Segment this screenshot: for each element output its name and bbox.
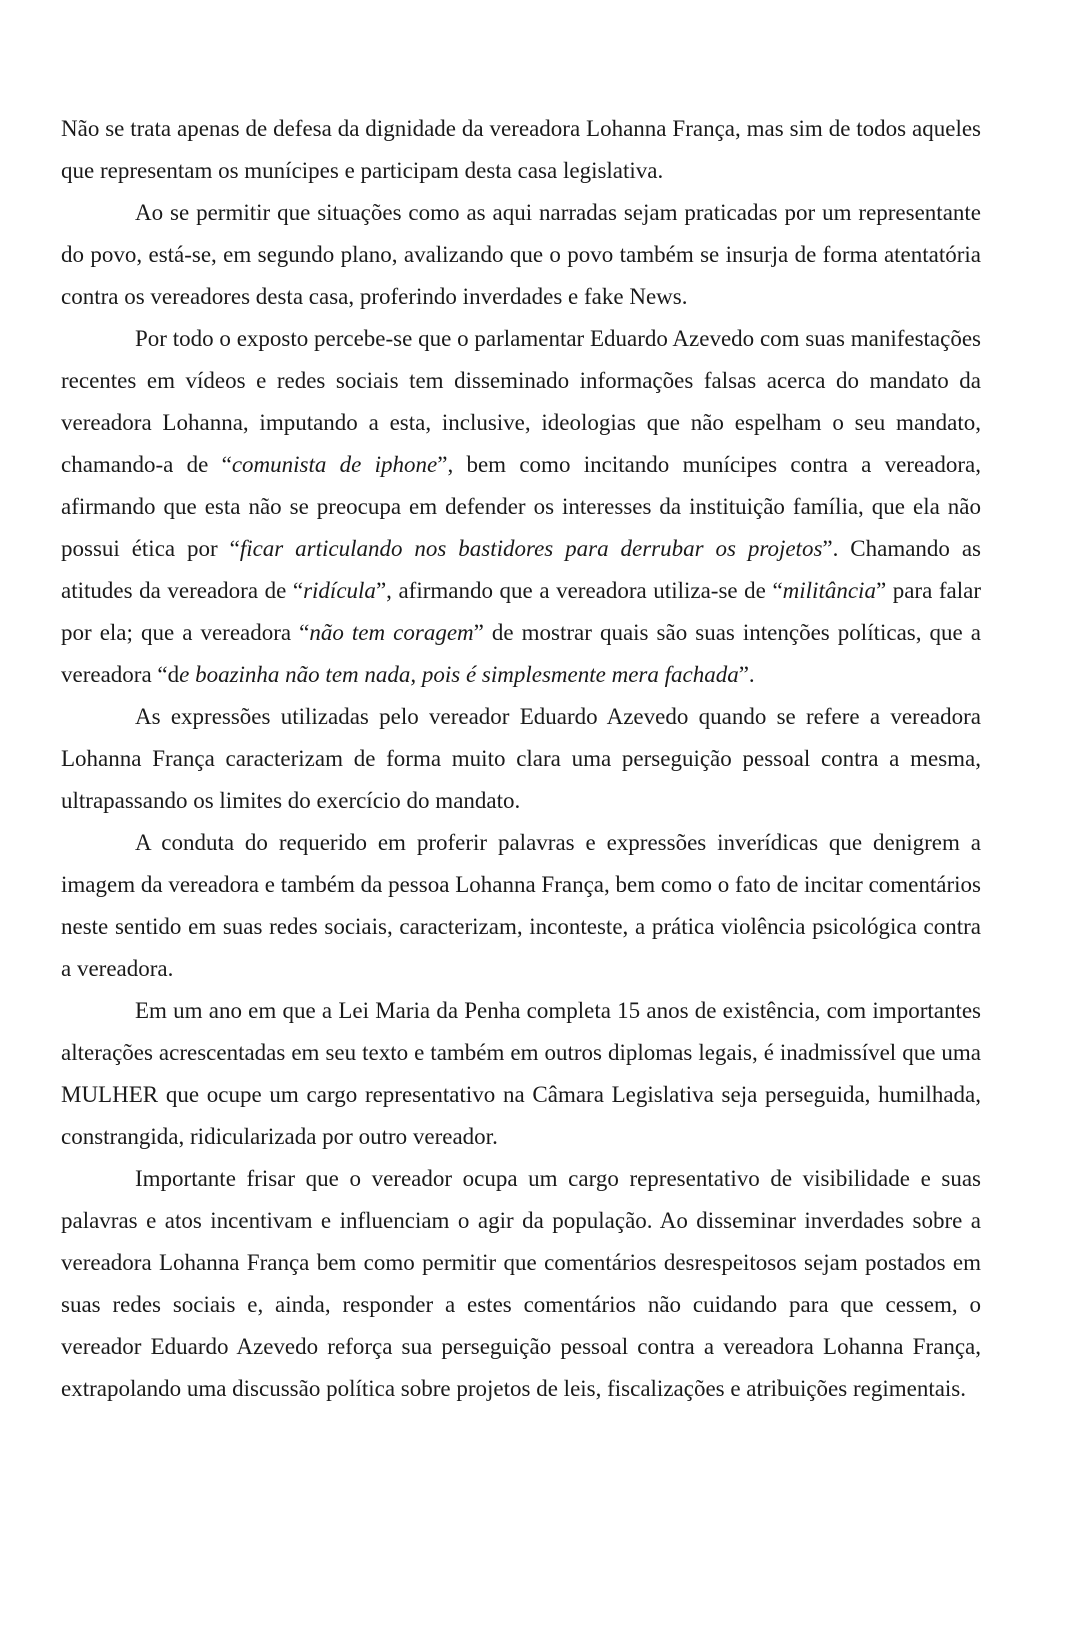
paragraph-text: Em um ano em que a Lei Maria da Penha completa 15 anos de existência, com importantes alterações acrescentadas em seu texto e também em outros diplomas legais, é inadmissível que uma MULHER que ocupe um cargo representativo na Câmara Legislativa seja perseguida, humilhada, constrangida, ridicularizada por outro vereador. [61,998,981,1149]
italic-quote: militância [782,578,876,603]
paragraph [61,990,981,1158]
paragraph [61,822,981,990]
paragraph-text: ”. Chamando as atitudes da vereadora de “ [61,536,981,603]
paragraph-text: ”, bem como incitando munícipes contra a vereadora, afirmando que esta não se preocupa em defender os interesses da instituição família, que ela não possui ética por “ [61,452,981,561]
paragraph [61,108,981,192]
paragraph-text: Por todo o exposto percebe-se que o parlamentar Eduardo Azevedo com suas manifestações recentes em vídeos e redes sociais tem disseminado informações falsas acerca do mandato da vereadora Lohanna, imputando a esta, inclusive, ideologias que não espelham o seu mandato, chamando-a de “ [61,326,981,477]
paragraph-text: ”. [738,662,755,687]
paragraph [61,192,981,318]
paragraph [61,318,981,696]
paragraph-text: A conduta do requerido em proferir palavras e expressões inverídicas que denigrem a imagem da vereadora e também da pessoa Lohanna França, bem como o fato de incitar comentários neste sentido em suas redes sociais, caracterizam, inconteste, a prática violência psicológica contra a vereadora. [61,830,981,981]
paragraph-text: ” de mostrar quais são suas intenções políticas, que a vereadora “d [61,620,981,687]
italic-quote: e boazinha não tem nada, pois é simplesmente mera fachada [179,662,739,687]
italic-quote: comunista de iphone [231,452,438,477]
italic-quote: ficar articulando nos bastidores para derrubar os projetos [239,536,823,561]
paragraph-text: Importante frisar que o vereador ocupa um cargo representativo de visibilidade e suas palavras e atos incentivam e influenciam o agir da população. Ao disseminar inverdades sobre a vereadora Lohanna França bem como permitir que comentários desrespeitosos sejam postados em suas redes sociais e, ainda, responder a estes comentários não cuidando para que cessem, o vereador Eduardo Azevedo reforça sua perseguição pessoal contra a vereadora Lohanna França, extrapolando uma discussão política sobre projetos de leis, fiscalizações e atribuições regimentais. [61,1166,981,1401]
italic-quote: não tem coragem [309,620,474,645]
paragraph [61,696,981,822]
paragraph-text: As expressões utilizadas pelo vereador Eduardo Azevedo quando se refere a vereadora Lohanna França caracterizam de forma muito clara uma perseguição pessoal contra a mesma, ultrapassando os limites do exercício do mandato. [61,704,981,813]
paragraph-text: Não se trata apenas de defesa da dignidade da vereadora Lohanna França, mas sim de todos aqueles que representam os munícipes e participam desta casa legislativa. [61,116,981,183]
italic-quote: ridícula [303,578,376,603]
document-body [61,108,981,1410]
paragraph-text: ”, afirmando que a vereadora utiliza-se de “ [375,578,783,603]
paragraph [61,1158,981,1410]
paragraph-text: Ao se permitir que situações como as aqui narradas sejam praticadas por um representante do povo, está-se, em segundo plano, avalizando que o povo também se insurja de forma atentatória contra os vereadores desta casa, proferindo inverdades e fake News. [61,200,981,309]
paragraph-text: ” para falar por ela; que a vereadora “ [61,578,981,645]
